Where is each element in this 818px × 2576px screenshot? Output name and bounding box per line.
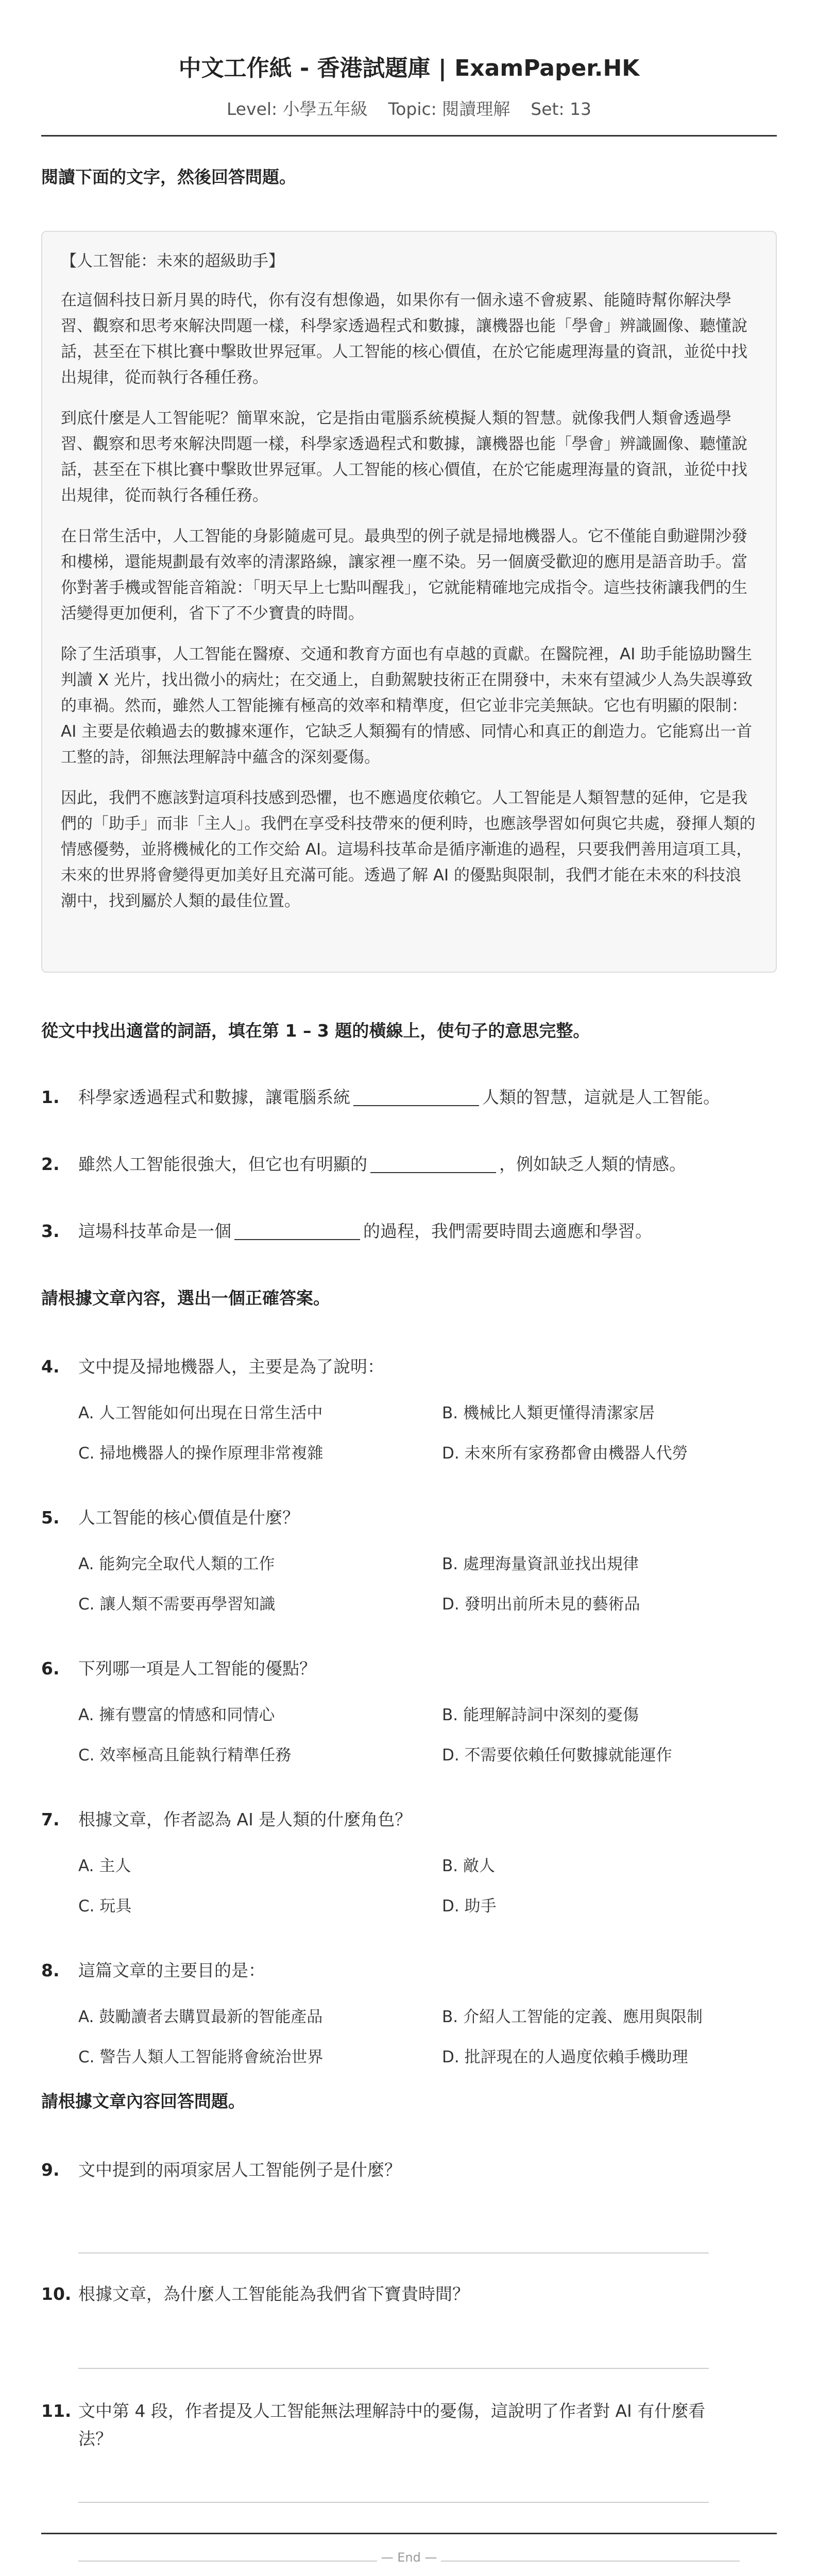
question-number: 9. — [41, 2160, 60, 2180]
option-a[interactable]: A. 鼓勵讀者去購買最新的智能產品 — [78, 2008, 323, 2026]
answer-line[interactable] — [78, 2368, 709, 2369]
option-c[interactable]: C. 玩具 — [78, 1897, 132, 1916]
end-label: — End — — [381, 2550, 437, 2565]
option-d[interactable]: D. 發明出前所未見的藝術品 — [442, 1595, 640, 1614]
option-b[interactable]: B. 介紹人工智能的定義、應用與限制 — [442, 2008, 703, 2026]
option-a[interactable]: A. 主人 — [78, 1857, 131, 1875]
question-text: 人類的智慧，這就是人工智能。 — [482, 1087, 720, 1107]
option-a[interactable]: A. 擁有豐富的情感和同情心 — [78, 1706, 275, 1724]
option-d[interactable]: D. 批評現在的人過度依賴手機助理 — [442, 2048, 688, 2066]
option-b[interactable]: B. 能理解詩詞中深刻的憂傷 — [442, 1706, 639, 1724]
question-text: 科學家透過程式和數據，讓電腦系統 — [78, 1087, 350, 1107]
passage-title: 【人工智能：未來的超級助手】 — [61, 252, 284, 270]
question-text: 根據文章，為什麼人工智能能為我們省下寶貴時間？ — [78, 2284, 469, 2304]
option-c[interactable]: C. 警告人類人工智能將會統治世界 — [78, 2048, 323, 2066]
passage-paragraph-4: 除了生活瑣事，人工智能在醫療、交通和教育方面也有卓越的貢獻。在醫院裡，AI 助手能協助醫生判讀 X 光片，找出微小的病灶；在交通上，自動駕駛技術正在開發中，未來有望減少人為失誤導致的車禍。然而，雖然人工智能擁有極高的效率和精準度，但它並非完美無缺。它也有明顯的限制：AI 主要是依賴過去的數據來運作，它缺乏人類獨有的情感、同情心和真正的創造力。它能寫出一首工整的詩，卻無法理解詩中蘊含的深刻憂傷。 — [61, 645, 753, 767]
mc-section-instruction: 請根據文章內容，選出一個正確答案。 — [41, 1288, 330, 1308]
passage-paragraph-1: 在這個科技日新月異的時代，你有沒有想像過，如果你有一個永遠不會疲累、能隨時幫你解決學習、觀察和思考來解決問題一樣，科學家透過程式和數據，讓機器也能「學會」辨識圖像、聽懂說話，甚至在下棋比賽中擊敗世界冠軍。人工智能的核心價值，在於它能處理海量的資訊，並從中找出規律，從而執行各種任務。 — [61, 291, 747, 387]
question-text: 雖然人工智能很強大，但它也有明顯的 — [78, 1154, 367, 1174]
option-c[interactable]: C. 掃地機器人的操作原理非常複雜 — [78, 1444, 323, 1463]
end-line-right — [441, 2561, 740, 2562]
option-b[interactable]: B. 機械比人類更懂得清潔家居 — [442, 1404, 655, 1422]
question-text: 文中提及掃地機器人，主要是為了說明： — [78, 1357, 384, 1377]
question-text: ，例如缺乏人類的情感。 — [499, 1154, 686, 1174]
option-a[interactable]: A. 人工智能如何出現在日常生活中 — [78, 1404, 323, 1422]
question-number: 7. — [41, 1809, 60, 1829]
question-text: 的過程，我們需要時間去適應和學習。 — [363, 1221, 652, 1241]
question-text: 人工智能的核心價值是什麼？ — [78, 1507, 299, 1528]
answer-blank[interactable] — [353, 1087, 479, 1106]
question-number: 5. — [41, 1507, 60, 1528]
topic-label: Topic: 閱讀理解 — [388, 99, 510, 119]
question-text: 這篇文章的主要目的是： — [78, 1960, 265, 1980]
section-divider — [41, 2533, 777, 2534]
option-b[interactable]: B. 敵人 — [442, 1857, 495, 1875]
question-number: 1. — [41, 1087, 60, 1107]
option-a[interactable]: A. 能夠完全取代人類的工作 — [78, 1555, 275, 1573]
worksheet-header — [41, 0, 777, 136]
answer-line[interactable] — [78, 2252, 709, 2253]
question-number: 4. — [41, 1357, 60, 1377]
question-text: 文中第 4 段，作者提及人工智能無法理解詩中的憂傷，這說明了作者對 AI 有什麼看 法？ — [78, 2401, 706, 2449]
question-number: 11. — [41, 2401, 72, 2421]
question-text: 下列哪一項是人工智能的優點？ — [78, 1658, 316, 1679]
passage-instruction: 閱讀下面的文字，然後回答問題。 — [41, 167, 296, 187]
passage-paragraph-5: 因此，我們不應該對這項科技感到恐懼，也不應過度依賴它。人工智能是人類智慧的延伸，它是我們的「助手」而非「主人」。我們在享受科技帶來的便利時，也應該學習如何與它共處，發揮人類的情感優勢，並將機械化的工作交給 AI。這場科技革命是循序漸進的過程，只要我們善用這項工具，未來的世界將會變得更加美好且充滿可能。透過了解 AI 的優點與限制，我們才能在未來的科技浪潮中，找到屬於人類的最佳位置。 — [61, 789, 756, 910]
question-number: 3. — [41, 1221, 60, 1241]
open-section-instruction: 請根據文章內容回答問題。 — [41, 2091, 245, 2111]
worksheet-meta — [41, 96, 777, 120]
answer-line[interactable] — [78, 2502, 709, 2503]
option-d[interactable]: D. 不需要依賴任何數據就能運作 — [442, 1746, 672, 1765]
passage-paragraph-3: 在日常生活中，人工智能的身影隨處可見。最典型的例子就是掃地機器人。它不僅能自動避開沙發和樓梯，還能規劃最有效率的清潔路線，讓家裡一塵不染。另一個廣受歡迎的應用是語音助手。當你對著手機或智能音箱說：「明天早上七點叫醒我」，它就能精確地完成指令。這些技術讓我們的生活變得更加便利，省下了不少寶貴的時間。 — [61, 527, 747, 623]
page-title: 中文工作紙 - 香港試題庫 | ExamPaper.HK — [178, 55, 640, 81]
option-b[interactable]: B. 處理海量資訊並找出規律 — [442, 1555, 639, 1573]
reading-passage — [41, 231, 777, 973]
question-number: 10. — [41, 2284, 72, 2304]
passage-paragraph-2: 到底什麼是人工智能呢？簡單來說，它是指由電腦系統模擬人類的智慧。就像我們人類會透過學習、觀察和思考來解決問題一樣，科學家透過程式和數據，讓機器也能「學會」辨識圖像、聽懂說話，甚至在下棋比賽中擊敗世界冠軍。人工智能的核心價值，在於它能處理海量的資訊，並從中找出規律，從而執行各種任務。 — [61, 409, 747, 505]
end-marker — [41, 2550, 777, 2571]
option-c[interactable]: C. 效率極高且能執行精準任務 — [78, 1746, 292, 1765]
question-number: 2. — [41, 1154, 60, 1174]
answer-blank[interactable] — [234, 1221, 360, 1240]
set-label: Set: 13 — [531, 99, 592, 119]
question-number: 8. — [41, 1960, 60, 1980]
fill-section-instruction: 從文中找出適當的詞語，填在第 1 – 3 題的橫線上，使句子的意思完整。 — [41, 1021, 590, 1041]
question-text: 根據文章，作者認為 AI 是人類的什麼角色？ — [78, 1809, 412, 1829]
question-number: 6. — [41, 1658, 60, 1679]
question-text: 文中提到的兩項家居人工智能例子是什麼？ — [78, 2160, 401, 2180]
option-c[interactable]: C. 讓人類不需要再學習知識 — [78, 1595, 276, 1614]
level-label: Level: 小學五年級 — [226, 99, 368, 119]
option-d[interactable]: D. 助手 — [442, 1897, 497, 1916]
question-text: 這場科技革命是一個 — [78, 1221, 231, 1241]
answer-blank[interactable] — [370, 1154, 496, 1173]
option-d[interactable]: D. 未來所有家務都會由機器人代勞 — [442, 1444, 688, 1463]
header-divider — [41, 135, 777, 137]
